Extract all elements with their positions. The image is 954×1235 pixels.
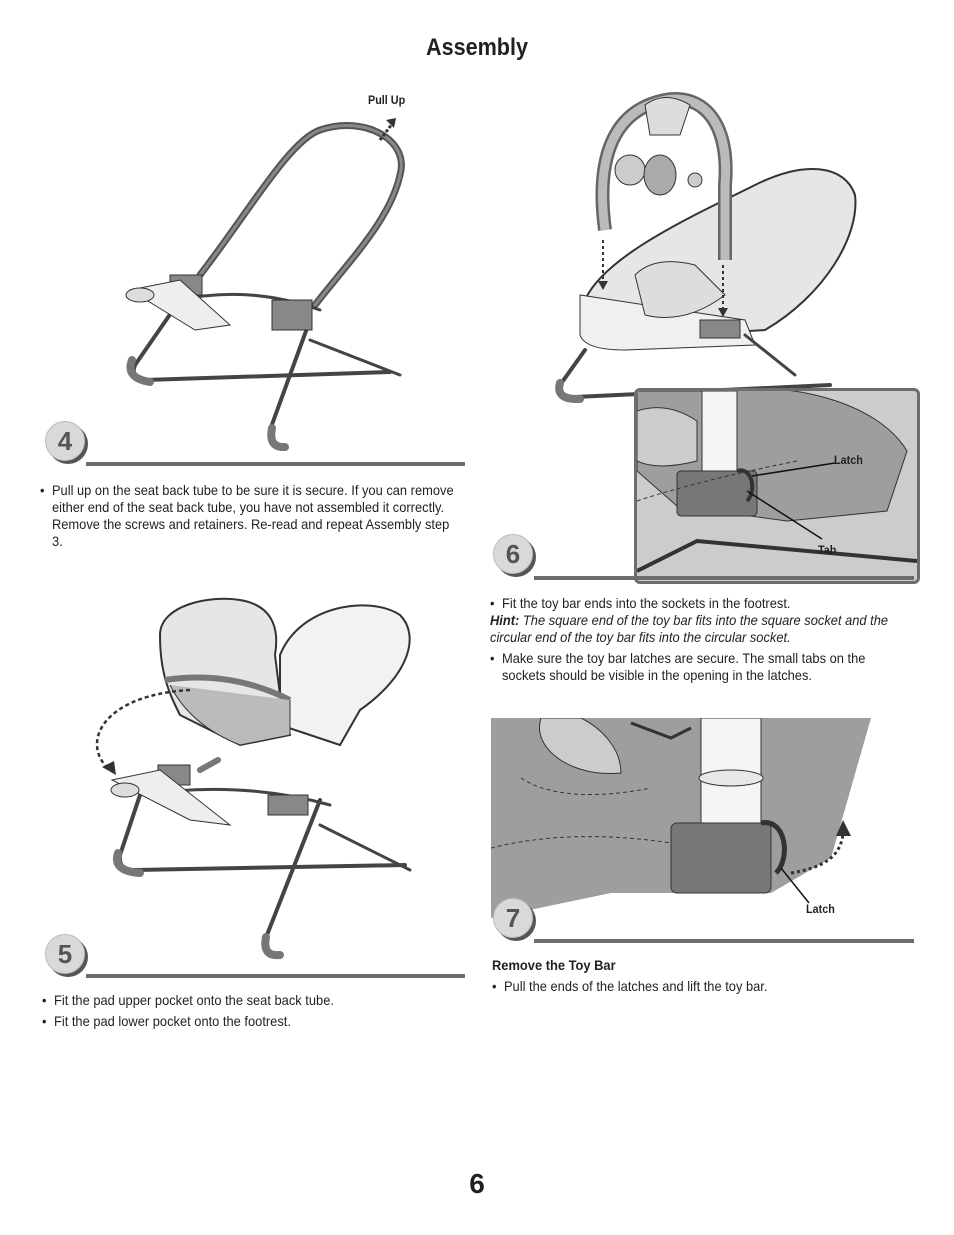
step-7-divider [534, 939, 914, 943]
step-5-divider [86, 974, 465, 978]
latch-callout-step6: Latch [834, 453, 863, 467]
remove-toy-bar-heading: Remove the Toy Bar [492, 957, 616, 973]
step-4-instructions [40, 482, 461, 550]
hint-text: The square end of the toy bar fits into the square socket and the circular end of the toy bar fits into the circular socket. [490, 612, 889, 645]
step-5-bullet-1: • Fit the pad upper pocket onto the seat back tube. [42, 992, 447, 1009]
step-6-instructions [490, 595, 902, 684]
step-6-bullet-2: • Make sure the toy bar latches are secure. The small tabs on the sockets should be visible in the opening in the latches. [490, 650, 902, 684]
step-6-hint [490, 612, 902, 646]
step-4-bullet: • Pull up on the seat back tube to be sure it is secure. If you can remove either end of the seat back tube, you have not assembled it correctly. Remove the screws and retainers. Re-read and repeat Assembly step 3. [40, 482, 461, 550]
step-7-instructions [492, 957, 897, 995]
pull-up-callout: Pull Up [368, 93, 406, 107]
step-6-bullet-1: • Fit the toy bar ends into the sockets in the footrest. [490, 595, 902, 612]
page-title: Assembly [425, 34, 529, 61]
step-4-badge: 4 [45, 421, 85, 461]
step-4-divider [86, 462, 465, 466]
step5-illustration [90, 595, 420, 965]
step6-illustration [545, 95, 865, 405]
hint-label: Hint: [490, 612, 520, 628]
step-6-badge: 6 [493, 534, 533, 574]
latch-callout-step7: Latch [806, 902, 835, 916]
tab-callout: Tab [818, 543, 837, 557]
step-5-bullet-2: • Fit the pad lower pocket onto the footrest. [42, 1013, 447, 1030]
step-5-badge: 5 [45, 934, 85, 974]
page-number: 6 [469, 1168, 485, 1199]
step-7-bullet: • Pull the ends of the latches and lift the toy bar. [492, 978, 897, 995]
step-6-divider [534, 576, 914, 580]
step4-illustration [100, 110, 440, 460]
step-7-badge: 7 [493, 898, 533, 938]
step-6-inset [634, 388, 920, 584]
step-5-instructions [42, 992, 447, 1030]
